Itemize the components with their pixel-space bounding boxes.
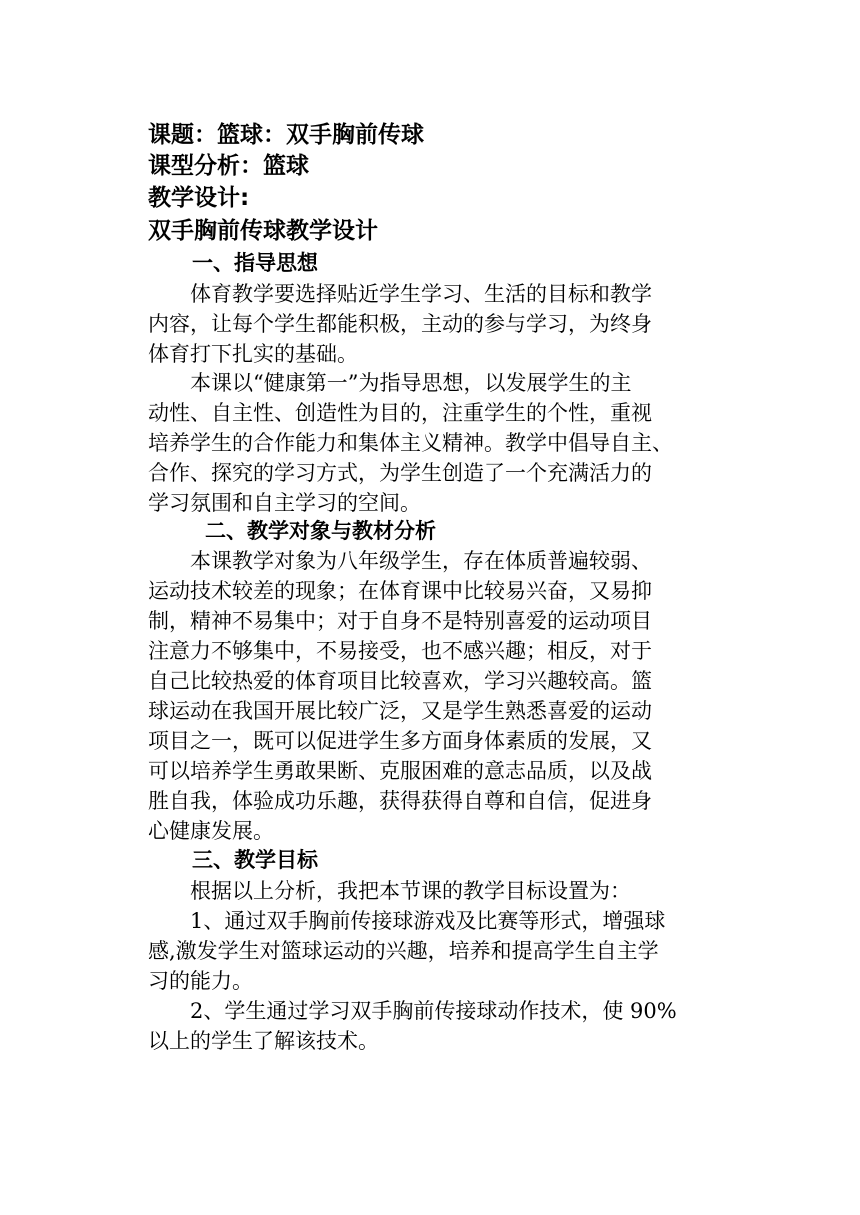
text-line: 2、学生通过学习双手胸前传接球动作技术，使 90%: [148, 999, 677, 1023]
section-1-paragraph-1: [148, 279, 716, 369]
section-2-heading: 二、教学对象与教材分析: [205, 519, 436, 543]
text-line: 运动技术较差的现象；在体育课中比较易兴奋，又易抑: [148, 579, 652, 603]
text-line: 体育打下扎实的基础。: [148, 342, 358, 366]
text-line: 球运动在我国开展比较广泛，又是学生熟悉喜爱的运动: [148, 699, 652, 723]
text-line: 体育教学要选择贴近学生学习、生活的目标和教学: [148, 282, 652, 306]
text-line: 胜自我，体验成功乐趣，获得获得自尊和自信，促进身: [148, 789, 652, 813]
section-1-paragraph-2: [148, 368, 716, 518]
text-line: 制，精神不易集中；对于自身不是特别喜爱的运动项目: [148, 609, 652, 633]
topic-line: 课题：篮球：双手胸前传球: [148, 122, 424, 148]
section-3-intro: 根据以上分析，我把本节课的教学目标设置为：: [148, 879, 631, 903]
text-line: 本课以“健康第一”为指导思想，以发展学生的主: [148, 371, 632, 395]
goal-1-paragraph: [148, 906, 716, 996]
document-title: 双手胸前传球教学设计: [148, 218, 378, 244]
section-3-heading: 三、教学目标: [192, 848, 318, 872]
design-label: 教学设计:: [148, 185, 250, 211]
section-1-heading: 一、指导思想: [192, 251, 318, 275]
section-2-paragraph: [148, 546, 716, 846]
lesson-type-line: 课型分析：篮球: [148, 153, 309, 179]
text-line: 感,激发学生对篮球运动的兴趣，培养和提高学生自主学: [148, 939, 659, 963]
text-line: 培养学生的合作能力和集体主义精神。教学中倡导自主、: [148, 431, 673, 455]
text-line: 可以培养学生勇敢果断、克服困难的意志品质，以及战: [148, 759, 652, 783]
text-line: 心健康发展。: [148, 819, 274, 843]
text-line: 注意力不够集中，不易接受，也不感兴趣；相反，对于: [148, 639, 652, 663]
text-line: 动性、自主性、创造性为目的，注重学生的个性，重视: [148, 401, 652, 425]
goal-2-paragraph: [148, 996, 716, 1056]
text-line: 自己比较热爱的体育项目比较喜欢，学习兴趣较高。篮: [148, 669, 652, 693]
text-line: 合作、探究的学习方式，为学生创造了一个充满活力的: [148, 461, 652, 485]
text-line: 内容，让每个学生都能积极，主动的参与学习，为终身: [148, 312, 652, 336]
text-line: 学习氛围和自主学习的空间。: [148, 491, 421, 515]
text-line: 以上的学生了解该技术。: [148, 1029, 379, 1053]
text-line: 项目之一，既可以促进学生多方面身体素质的发展，又: [148, 729, 652, 753]
text-line: 本课教学对象为八年级学生，存在体质普遍较弱、: [148, 549, 652, 573]
text-line: 习的能力。: [148, 969, 253, 993]
text-line: 1、通过双手胸前传接球游戏及比赛等形式，增强球: [148, 909, 666, 933]
